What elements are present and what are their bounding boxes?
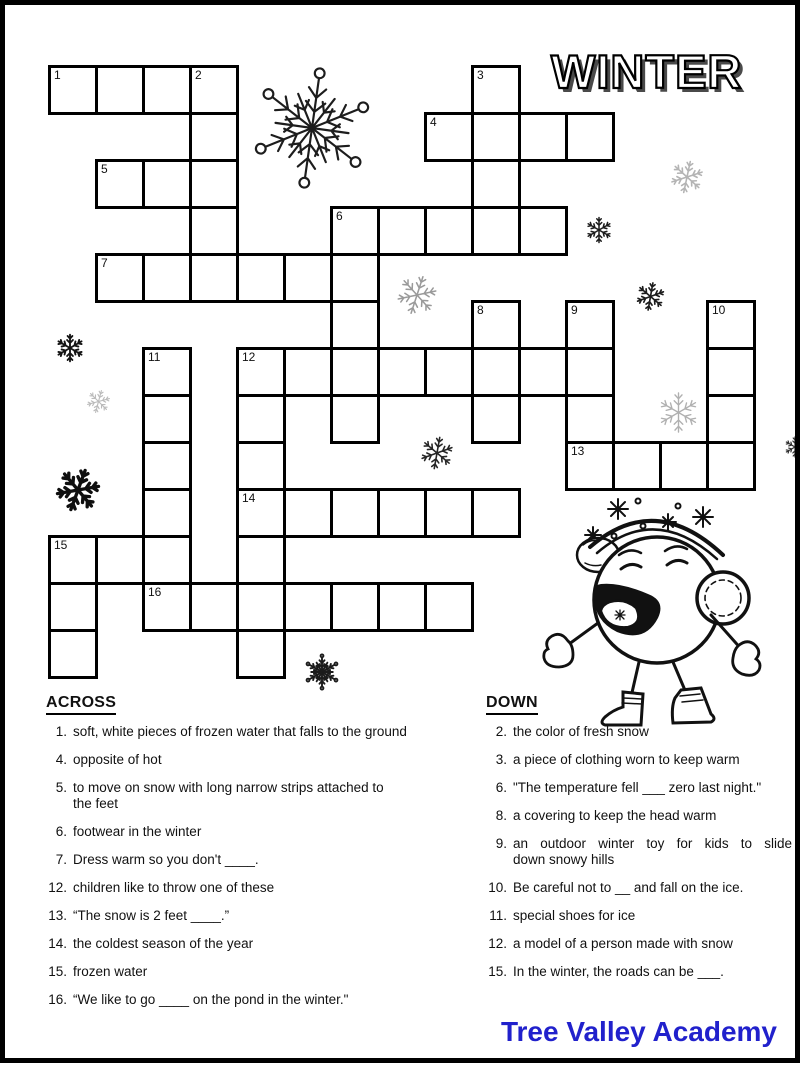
clue-item bbox=[46, 824, 442, 840]
clue-item bbox=[486, 880, 792, 896]
clue-number: 12. bbox=[488, 935, 507, 951]
grid-cell[interactable] bbox=[565, 112, 615, 162]
grid-cell[interactable] bbox=[706, 394, 756, 444]
grid-cell[interactable] bbox=[189, 582, 239, 632]
clue-number: 6. bbox=[495, 780, 507, 795]
grid-cell[interactable] bbox=[330, 300, 380, 350]
snowflake-icon bbox=[415, 431, 459, 475]
grid-cell[interactable] bbox=[236, 347, 286, 397]
clue-number: 5. bbox=[55, 780, 67, 795]
clue-text: Be careful not to __ and fall on the ice. bbox=[513, 879, 744, 895]
grid-cell[interactable] bbox=[283, 347, 333, 397]
clue-item bbox=[46, 880, 442, 896]
grid-cell[interactable] bbox=[95, 253, 145, 303]
grid-cell[interactable] bbox=[377, 488, 427, 538]
grid-cell[interactable] bbox=[424, 347, 474, 397]
grid-cell[interactable] bbox=[48, 65, 98, 115]
grid-cell[interactable] bbox=[565, 300, 615, 350]
cell-number: 4 bbox=[430, 115, 437, 129]
grid-cell[interactable] bbox=[189, 253, 239, 303]
clue-number: 16. bbox=[48, 991, 67, 1007]
snowflake-icon bbox=[81, 384, 114, 417]
grid-cell[interactable] bbox=[471, 300, 521, 350]
clue-item bbox=[46, 724, 442, 740]
clue-text: a covering to keep the head warm bbox=[513, 808, 717, 823]
clue-text: "The temperature fell ___ zero last night." bbox=[513, 780, 762, 795]
clue-text: frozen water bbox=[73, 963, 148, 979]
grid-cell[interactable] bbox=[189, 206, 239, 256]
clue-text: footwear in the winter bbox=[73, 823, 202, 839]
cell-number: 6 bbox=[336, 209, 343, 223]
grid-cell[interactable] bbox=[142, 347, 192, 397]
clue-number: 4. bbox=[55, 752, 67, 767]
clue-item bbox=[46, 852, 442, 868]
grid-cell[interactable] bbox=[48, 582, 98, 632]
cell-number: 11 bbox=[148, 350, 161, 364]
grid-cell[interactable] bbox=[471, 488, 521, 538]
clue-text: soft, white pieces of frozen water that falls to the ground bbox=[73, 724, 407, 739]
grid-cell[interactable] bbox=[612, 441, 662, 491]
clue-item bbox=[46, 908, 442, 924]
snowflake-icon bbox=[303, 653, 341, 691]
snowflake-icon bbox=[631, 277, 669, 315]
clue-number: 11. bbox=[489, 907, 507, 923]
clue-text: an outdoor winter toy for kids to slide down snowy hills bbox=[513, 836, 792, 867]
clue-item bbox=[46, 752, 442, 768]
cell-number: 2 bbox=[195, 68, 202, 82]
clue-number: 14. bbox=[48, 935, 67, 951]
clue-item bbox=[486, 908, 792, 924]
clue-number: 15. bbox=[48, 963, 67, 979]
grid-cell[interactable] bbox=[330, 347, 380, 397]
clue-number: 8. bbox=[495, 808, 507, 823]
clue-text: to move on snow with long narrow strips attached to the feet bbox=[73, 780, 384, 811]
grid-cell[interactable] bbox=[565, 441, 615, 491]
grid-cell[interactable] bbox=[142, 159, 192, 209]
grid-cell[interactable] bbox=[142, 535, 192, 585]
snowflake-icon bbox=[388, 266, 446, 324]
grid-cell[interactable] bbox=[236, 441, 286, 491]
clue-number: 10. bbox=[488, 879, 507, 895]
grid-cell[interactable] bbox=[659, 441, 709, 491]
grid-cell[interactable] bbox=[377, 206, 427, 256]
cell-number: 3 bbox=[477, 68, 484, 82]
grid-cell[interactable] bbox=[471, 159, 521, 209]
grid-cell[interactable] bbox=[95, 159, 145, 209]
grid-cell[interactable] bbox=[377, 347, 427, 397]
grid-cell[interactable] bbox=[471, 206, 521, 256]
across-clue-list bbox=[46, 724, 442, 1007]
clue-item bbox=[486, 808, 792, 824]
grid-cell[interactable] bbox=[706, 347, 756, 397]
down-clues-section bbox=[486, 694, 792, 992]
clue-number: 9. bbox=[495, 836, 507, 851]
clue-number: 6. bbox=[55, 823, 67, 839]
grid-cell[interactable] bbox=[48, 629, 98, 679]
clue-item bbox=[486, 780, 792, 796]
grid-cell[interactable] bbox=[236, 582, 286, 632]
grid-cell[interactable] bbox=[424, 112, 474, 162]
clue-number: 7. bbox=[55, 851, 67, 867]
grid-cell[interactable] bbox=[142, 582, 192, 632]
clue-text: opposite of hot bbox=[73, 752, 162, 767]
site-credit: Tree Valley Academy bbox=[500, 1016, 777, 1047]
clue-item bbox=[486, 836, 792, 867]
grid-cell[interactable] bbox=[236, 394, 286, 444]
grid-cell[interactable] bbox=[283, 582, 333, 632]
grid-cell[interactable] bbox=[95, 535, 145, 585]
down-header: DOWN bbox=[486, 694, 538, 715]
grid-cell[interactable] bbox=[424, 582, 474, 632]
snowflake-icon bbox=[584, 215, 614, 245]
snowflake-icon bbox=[664, 154, 709, 199]
grid-cell[interactable] bbox=[471, 65, 521, 115]
grid-cell[interactable] bbox=[424, 488, 474, 538]
clue-item bbox=[46, 780, 442, 811]
grid-cell[interactable] bbox=[377, 582, 427, 632]
grid-cell[interactable] bbox=[236, 535, 286, 585]
grid-cell[interactable] bbox=[142, 488, 192, 538]
clue-text: “The snow is 2 feet ____.” bbox=[73, 907, 230, 923]
grid-cell[interactable] bbox=[142, 394, 192, 444]
clue-item bbox=[486, 752, 792, 768]
grid-cell[interactable] bbox=[471, 347, 521, 397]
clue-number: 13. bbox=[48, 907, 67, 923]
grid-cell[interactable] bbox=[330, 582, 380, 632]
page-title: WINTER bbox=[551, 45, 743, 98]
grid-cell[interactable] bbox=[283, 488, 333, 538]
grid-cell[interactable] bbox=[518, 206, 568, 256]
clue-item bbox=[46, 992, 442, 1008]
grid-cell[interactable] bbox=[189, 159, 239, 209]
clue-item bbox=[486, 964, 792, 980]
grid-cell[interactable] bbox=[95, 65, 145, 115]
grid-cell[interactable] bbox=[142, 441, 192, 491]
clue-text: children like to throw one of these bbox=[73, 879, 275, 895]
clue-number: 15. bbox=[488, 963, 507, 979]
clue-text: “We like to go ____ on the pond in the winter." bbox=[73, 991, 349, 1007]
clue-number: 12. bbox=[48, 879, 67, 895]
clue-item bbox=[486, 936, 792, 952]
cell-number: 12 bbox=[242, 350, 256, 364]
cell-number: 15 bbox=[54, 538, 68, 552]
cell-number: 7 bbox=[101, 256, 108, 270]
grid-cell[interactable] bbox=[518, 112, 568, 162]
grid-cell[interactable] bbox=[236, 253, 286, 303]
across-clues-section bbox=[46, 694, 442, 1020]
snowflake-icon bbox=[783, 435, 800, 459]
grid-cell[interactable] bbox=[142, 65, 192, 115]
clue-text: a piece of clothing worn to keep warm bbox=[513, 752, 740, 767]
clue-item bbox=[46, 964, 442, 980]
grid-cell[interactable] bbox=[518, 347, 568, 397]
snowflake-icon bbox=[655, 389, 702, 436]
clue-text: a model of a person made with snow bbox=[513, 935, 733, 951]
cell-number: 8 bbox=[477, 303, 484, 317]
clue-text: the color of fresh snow bbox=[513, 724, 649, 739]
grid-cell[interactable] bbox=[330, 488, 380, 538]
grid-cell[interactable] bbox=[330, 394, 380, 444]
cell-number: 1 bbox=[54, 68, 61, 82]
cell-number: 9 bbox=[571, 303, 578, 317]
clue-text: In the winter, the roads can be ___. bbox=[513, 963, 724, 979]
grid-cell[interactable] bbox=[706, 441, 756, 491]
clue-item bbox=[46, 936, 442, 952]
cell-number: 13 bbox=[571, 444, 585, 458]
clue-text: the coldest season of the year bbox=[73, 935, 254, 951]
grid-cell[interactable] bbox=[565, 347, 615, 397]
clue-text: Dress warm so you don't ____. bbox=[73, 851, 259, 867]
grid-cell[interactable] bbox=[424, 206, 474, 256]
grid-cell[interactable] bbox=[565, 394, 615, 444]
grid-cell[interactable] bbox=[330, 206, 380, 256]
grid-cell[interactable] bbox=[471, 112, 521, 162]
cell-number: 10 bbox=[712, 303, 726, 317]
grid-cell[interactable] bbox=[706, 300, 756, 350]
grid-cell[interactable] bbox=[142, 253, 192, 303]
cell-number: 5 bbox=[101, 162, 108, 176]
cell-number: 16 bbox=[148, 585, 162, 599]
snowflake-icon bbox=[46, 458, 110, 522]
clue-text: special shoes for ice bbox=[513, 907, 636, 923]
down-clue-list bbox=[486, 724, 792, 979]
snowflake-icon bbox=[54, 332, 86, 364]
grid-cell[interactable] bbox=[189, 112, 239, 162]
grid-cell[interactable] bbox=[471, 394, 521, 444]
grid-cell[interactable] bbox=[236, 629, 286, 679]
grid-cell[interactable] bbox=[189, 65, 239, 115]
grid-cell[interactable] bbox=[330, 253, 380, 303]
grid-cell[interactable] bbox=[283, 253, 333, 303]
grid-cell[interactable] bbox=[236, 488, 286, 538]
clue-number: 3. bbox=[495, 752, 507, 767]
grid-cell[interactable] bbox=[48, 535, 98, 585]
clue-number: 1. bbox=[55, 724, 67, 739]
cell-number: 14 bbox=[242, 491, 256, 505]
snowflake-icon bbox=[239, 55, 386, 202]
clue-item bbox=[486, 724, 792, 740]
across-header: ACROSS bbox=[46, 694, 116, 715]
clue-number: 2. bbox=[495, 724, 507, 739]
